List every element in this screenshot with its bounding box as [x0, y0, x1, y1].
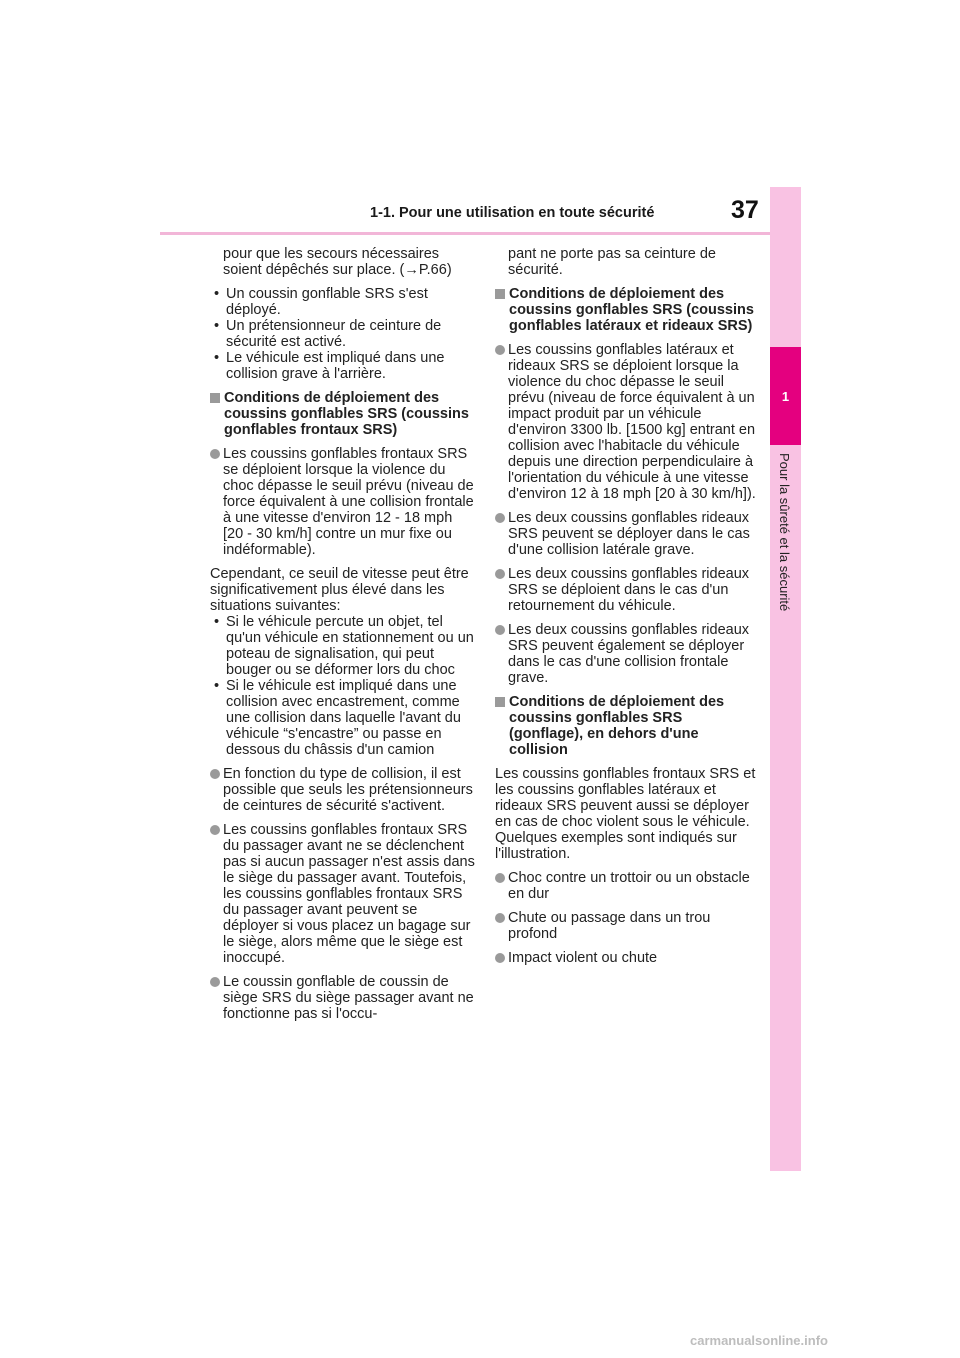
watermark: carmanualsonline.info — [690, 1333, 828, 1348]
bullet-paragraph: En fonction du type de collision, il est possible que seuls les prétensionneurs de ceintures de sécurité s'activent. — [210, 766, 475, 814]
circle-bullet-icon — [210, 825, 220, 835]
intro-list — [210, 286, 475, 382]
bullet-paragraph: Les deux coussins gonflables rideaux SRS peuvent également se déployer dans le cas d'une collision frontale grave. — [495, 622, 757, 686]
list-item: • Un coussin gonflable SRS s'est déployé. — [214, 286, 428, 318]
section-title: 1-1. Pour une utilisation en toute sécurité — [370, 205, 655, 221]
right-column — [495, 246, 757, 974]
intro-continuation: pour que les secours nécessaires soient dépêchés sur place. (→P.66) — [223, 246, 452, 278]
circle-bullet-icon — [210, 449, 220, 459]
list-item: • Un prétensionneur de ceinture de sécurité est activé. — [214, 318, 442, 350]
paragraph: Cependant, ce seuil de vitesse peut être significativement plus élevé dans les situations suivantes: — [210, 566, 469, 614]
chapter-number-badge: 1 — [770, 347, 801, 445]
circle-bullet-icon — [495, 913, 505, 923]
bullet-paragraph: Impact violent ou chute — [495, 950, 757, 966]
circle-bullet-icon — [210, 977, 220, 987]
bullet-paragraph: Les coussins gonflables latéraux et rideaux SRS se déploient lorsque la violence du choc dépasse le seuil prévu (niveau de force équivalent à un impact produit par un véhicule d'environ 3300 lb. [1500 kg] entrant en collision avec l'habitacle du véhicule depuis une direction perpendiculaire à l'orientation du véhicule à une vitesse d'environ 12 à 18 mph [20 à 30 km/h]). — [495, 342, 757, 502]
circle-bullet-icon — [495, 873, 505, 883]
bullet-paragraph: Chute ou passage dans un trou profond — [495, 910, 757, 942]
page-number: 37 — [731, 196, 759, 224]
chapter-title: Pour la sûreté et la sécurité — [777, 453, 792, 612]
header-divider — [160, 232, 770, 235]
bullet-paragraph: Le coussin gonflable de coussin de siège SRS du siège passager avant ne fonctionne pas si l'occu- — [210, 974, 475, 1022]
list-item: • Le véhicule est impliqué dans une collision grave à l'arrière. — [214, 350, 445, 382]
circle-bullet-icon — [495, 569, 505, 579]
chapter-tab — [770, 187, 801, 1171]
circle-bullet-icon — [495, 625, 505, 635]
circle-bullet-icon — [495, 953, 505, 963]
circle-bullet-icon — [495, 345, 505, 355]
section-heading: Conditions de déploiement des coussins gonflables SRS (gonflage), en dehors d'une collision — [495, 694, 757, 758]
bullet-paragraph: Les coussins gonflables frontaux SRS du passager avant ne se déclenchent pas si aucun passager n'est assis dans le siège du passager avant. Toutefois, les coussins gonflables frontaux SRS du passager avant peuvent se déployer si vous placez un bagage sur le siège, alors même que le siège est inoccupé. — [210, 822, 475, 966]
bullet-paragraph: Les deux coussins gonflables rideaux SRS se déploient dans le cas d'un retournement du véhicule. — [495, 566, 757, 614]
list-item: • Si le véhicule percute un objet, tel qu'un véhicule en stationnement ou un poteau de signalisation, qui peut bouger ou se déformer lors du choc — [214, 614, 474, 678]
bullet-paragraph: Les deux coussins gonflables rideaux SRS peuvent se déployer dans le cas d'une collision latérale grave. — [495, 510, 757, 558]
section-heading: Conditions de déploiement des coussins gonflables SRS (coussins gonflables frontaux SRS) — [210, 390, 475, 438]
bullet-paragraph: Les coussins gonflables frontaux SRS se déploient lorsque la violence du choc dépasse le seuil prévu (niveau de force équivalent à une collision frontale à une vitesse d'environ 12 - 18 mph [20 - 30 km/h] contre un mur fixe ou indéformable). — [210, 446, 475, 558]
circle-bullet-icon — [495, 513, 505, 523]
circle-bullet-icon — [210, 769, 220, 779]
list-item: • Si le véhicule est impliqué dans une collision avec encastrement, comme une collision dans laquelle l'avant du véhicule “s'encastre” ou passe en dessous du châssis d'un camion — [214, 678, 461, 758]
continuation-text: pant ne porte pas sa ceinture de sécurité. — [508, 246, 716, 278]
square-bullet-icon — [495, 697, 505, 707]
bullet-paragraph: Choc contre un trottoir ou un obstacle en dur — [495, 870, 757, 902]
section-heading: Conditions de déploiement des coussins gonflables SRS (coussins gonflables latéraux et rideaux SRS) — [495, 286, 757, 334]
square-bullet-icon — [210, 393, 220, 403]
square-bullet-icon — [495, 289, 505, 299]
situations-list — [210, 614, 475, 758]
left-column — [210, 246, 475, 1030]
paragraph: Les coussins gonflables frontaux SRS et les coussins gonflables latéraux et rideaux SRS peuvent aussi se déployer en cas de choc violent sous le véhicule. Quelques exemples sont indiqués sur l'illustration. — [495, 766, 756, 862]
